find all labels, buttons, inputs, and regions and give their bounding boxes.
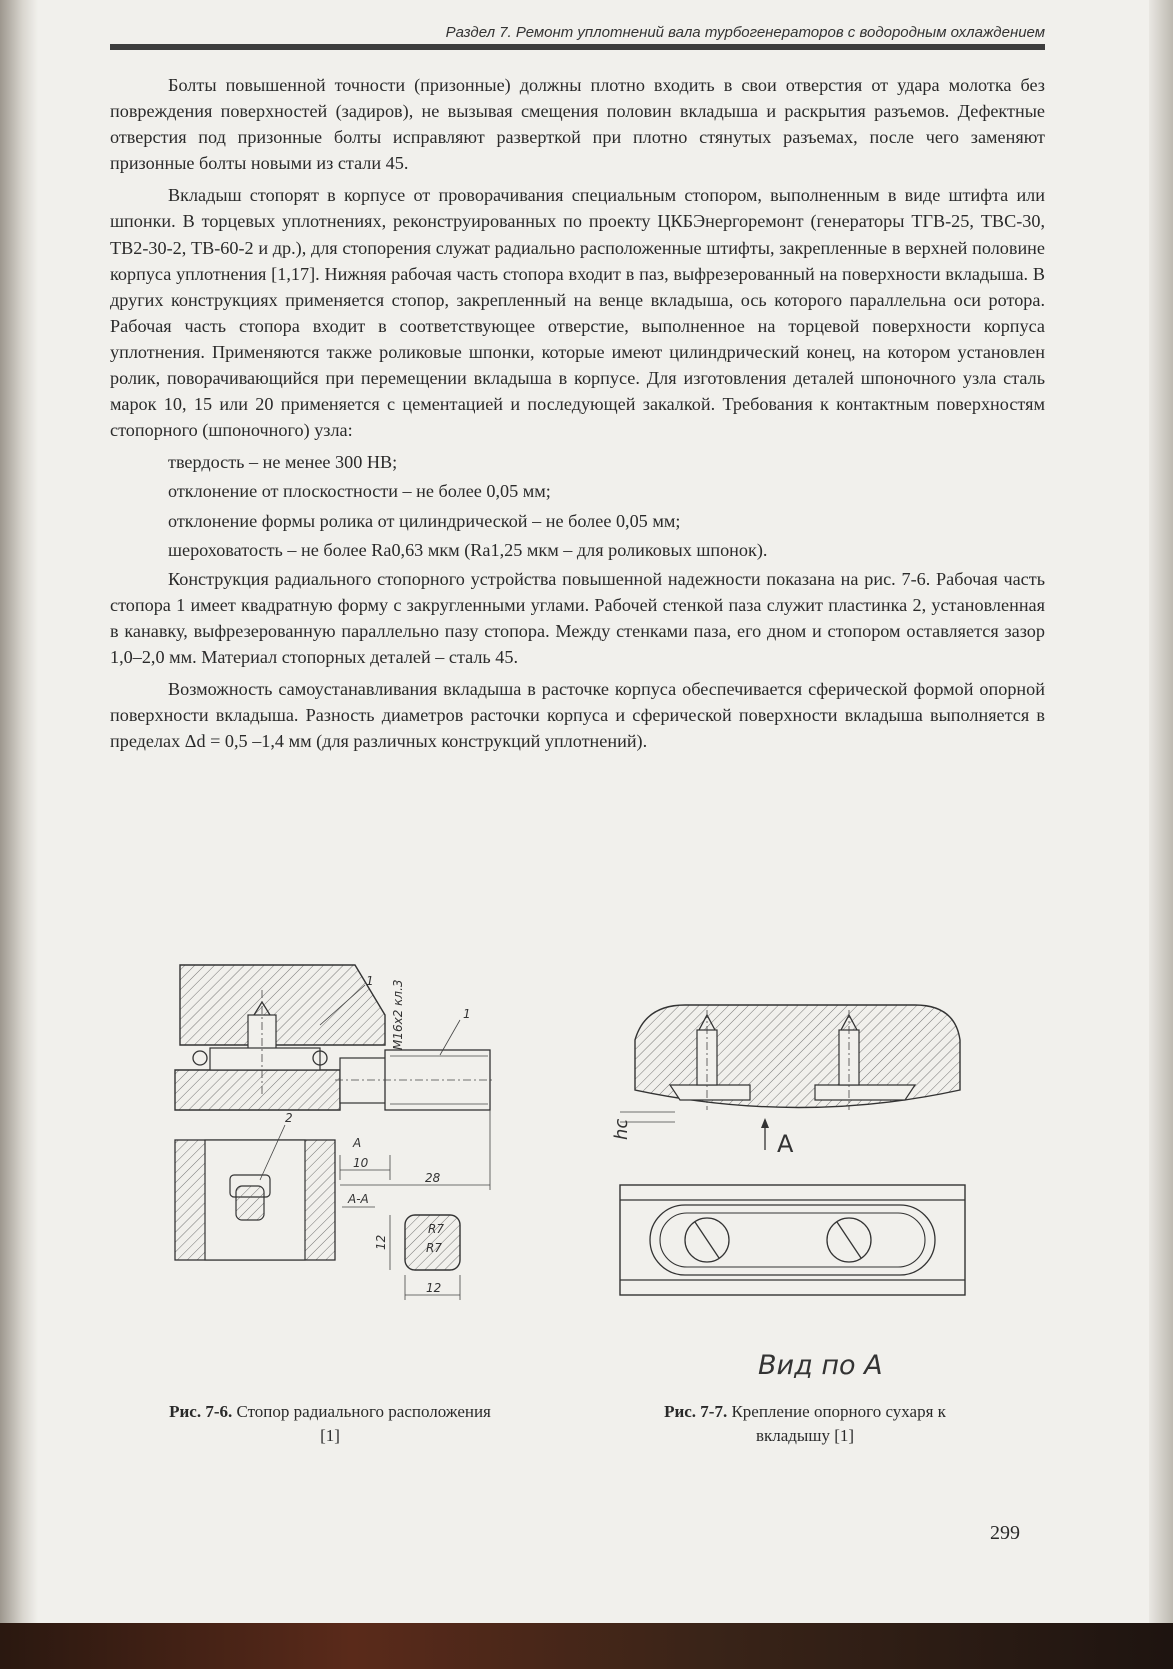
caption-text: Стопор радиального расположения [1] [236, 1402, 491, 1445]
radius-r7-b: R7 [426, 1241, 442, 1255]
list-item: отклонение от плоскостности – не более 0,05 мм; [168, 481, 551, 502]
page-number: 299 [990, 1522, 1020, 1544]
running-head: Раздел 7. Ремонт уплотнений вала турбогенераторов с водородным охлаждением [445, 24, 1045, 41]
list-item: отклонение формы ролика от цилиндрической – не более 0,05 мм; [168, 510, 681, 531]
dim-12-horizontal: 12 [426, 1281, 442, 1295]
label-2: 2 [285, 1111, 293, 1125]
label-1: 1 [366, 974, 374, 988]
figure-7-6-drawing [170, 960, 510, 1320]
caption-text: Крепление опорного сухаря к вкладышу [1] [731, 1402, 946, 1445]
dim-28: 28 [425, 1171, 441, 1185]
view-a-arrow-label: A [777, 1130, 794, 1158]
list-item: твердость – не менее 300 HB; [168, 452, 398, 473]
book-gutter-shadow [0, 0, 38, 1669]
background-strip [0, 1623, 1173, 1669]
body-text [110, 72, 1045, 760]
radius-r7-a: R7 [428, 1222, 444, 1236]
section-aa-label: A-A [348, 1192, 369, 1206]
hc-label: hc [611, 1118, 632, 1140]
caption-label: Рис. 7-7. [664, 1402, 728, 1421]
figure-7-6-caption [160, 1400, 500, 1448]
thread-label: M16x2 кл.3 [391, 979, 405, 1050]
page-edge [1149, 0, 1173, 1669]
paragraph: Возможность самоустанавливания вкладыша в расточке корпуса обеспечивается сферической формой опорной поверхности вкладыша. Разность диаметров расточки корпуса и сферической поверхности вкладыша выполняется в пределах Δd = 0,5 –1,4 мм (для различных конструкций уплотнений). [110, 679, 1045, 752]
figure-7-7-caption [635, 1400, 975, 1448]
paragraph: Конструкция радиального стопорного устройства повышенной надежности показана на рис. 7-6. Рабочая часть стопора 1 имеет квадратную форму с закругленными углами. Рабочей стенкой паза служит пластинка 2, установленная в канавку, выфрезерованную параллельно пазу стопора. Между стенками паза, его дном и стопором оставляется зазор 1,0–2,0 мм. Материал стопорных деталей – сталь 45. [110, 568, 1045, 667]
caption-label: Рис. 7-6. [169, 1402, 233, 1421]
section-a-label-2: A [353, 1136, 362, 1150]
dim-12-vertical: 12 [374, 1234, 388, 1250]
paragraph: Болты повышенной точности (призонные) должны плотно входить в свои отверстия от удара молотка без повреждения поверхностей (задиров), не вызывая смещения половин вкладыша и раскрытия разъемов. Дефектные отверстия под призонные болты исправляют разверткой при плотно стянутых разъемах, после чего заменяют призонные болты новыми из стали 45. [110, 75, 1045, 174]
paragraph: Вкладыш стопорят в корпусе от проворачивания специальным стопором, выполненным в виде штифта или шпонки. В торцевых уплотнениях, реконструированных по проекту ЦКБЭнергоремонт (генераторы ТГВ-25, ТВС-30, ТВ2-30-2, ТВ-60-2 и др.), для стопорения служат радиально расположенные штифты, закрепленные в верхней половине корпуса уплотнения [1,17]. Нижняя рабочая часть стопора входит в паз, выфрезерованный на поверхности вкладыша. В других конструкциях применяется стопор, закрепленный на венце вкладыша, ось которого параллельна оси ротора. Рабочая часть стопора входит в соответствующее отверстие, выполненное на торцевой поверхности корпуса уплотнения. Применяются также роликовые шпонки, которые имеют цилиндрический конец, на котором установлен ролик, поворачивающийся при перемещении вкладыша в корпусе. Для изготовления деталей шпоночного узла сталь марок 10, 15 или 20 применяется с цементацией и последующей закалкой. Требования к контактным поверхностям стопорного (шпоночного) узла: [110, 185, 1045, 441]
header-rule [110, 44, 1045, 50]
list-item: шероховатость – не более Ra0,63 мкм (Ra1,25 мкм – для роликовых шпонок). [168, 539, 768, 560]
view-label: Вид по A [758, 1350, 883, 1381]
dim-10: 10 [353, 1156, 369, 1170]
figure-7-7-drawing [611, 1000, 975, 1300]
label-1b: 1 [463, 1007, 471, 1021]
